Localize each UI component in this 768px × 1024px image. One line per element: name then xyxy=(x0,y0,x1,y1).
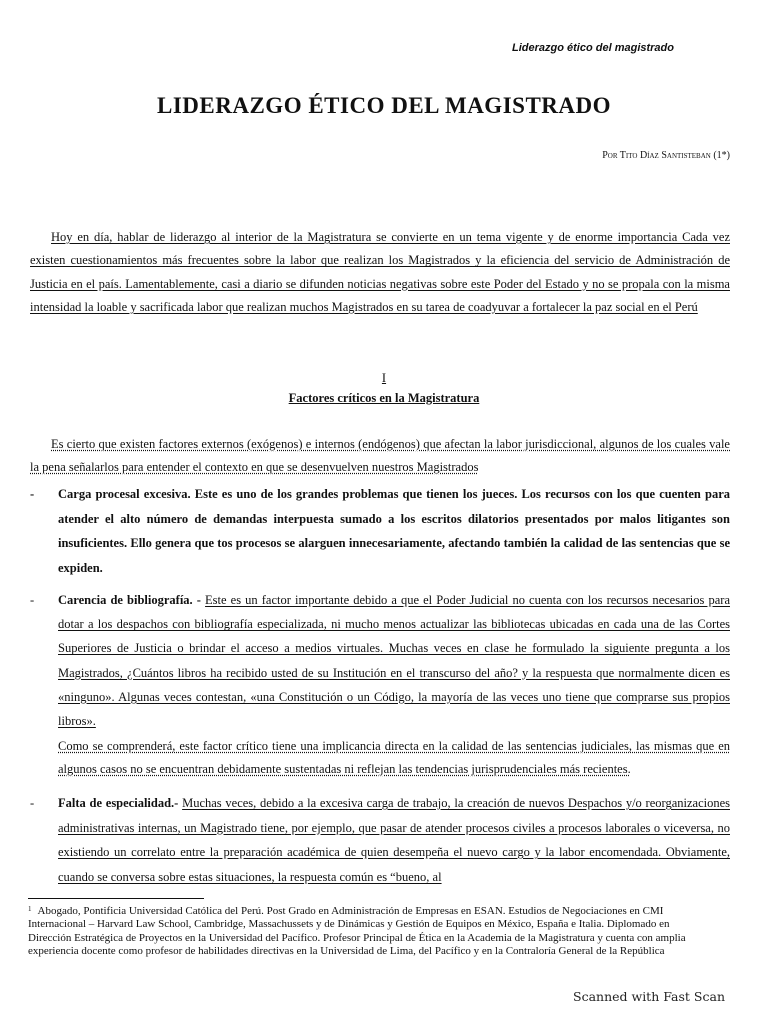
footnote xyxy=(28,903,708,959)
critical-factor-comment xyxy=(58,735,730,781)
bibliografia-heading: Carencia de bibliografía. - xyxy=(58,593,201,607)
intro-paragraph xyxy=(30,226,730,319)
list-bullet: - xyxy=(30,593,35,607)
list-item-carga-procesal xyxy=(30,482,730,580)
section-heading: Factores críticos en la Magistratura xyxy=(288,391,480,405)
section-number: I xyxy=(381,371,387,385)
list-item-bibliografia xyxy=(30,588,730,733)
especialidad-heading: Falta de especialidad.- xyxy=(58,796,179,810)
list-item-especialidad xyxy=(30,791,730,889)
scan-watermark: Scanned with Fast Scan xyxy=(573,989,725,1004)
carga-procesal-text: Carga procesal excesiva. Este es uno de los grandes problemas que tienen los jueces. Los recursos con los que cuenten para atender el alto número de demandas interpuesta sumado a los escritos dilatorios presentados por malos litigantes son insuficientes. Ello genera que tos procesos se alarguen innecesariamente, afectando también la calidad de las sentencias que se expiden. xyxy=(58,487,730,575)
bibliografia-text: Este es un factor importante debido a que el Poder Judicial no cuenta con los recursos necesarios para dotar a los despachos con bibliografía especializada, ni mucho menos actualizar las bibliotecas ubicadas en cada una de las Cortes Superiores de Justicia o brindar el acceso a medios virtuales. Muchas veces en clase he formulado la siguiente pregunta a los Magistrados, ¿Cuántos libros ha recibido usted de su Institución en el transcurso del año? y la respuesta que normalmente dicen es «ninguno». Algunas veces contestan, «una Constitución o un Código, la mayoría de las veces uno tiene que comprarse sus propios libros». xyxy=(58,593,730,729)
especialidad-text: Muchas veces, debido a la excesiva carga de trabajo, la creación de nuevos Despachos y/o reorganizaciones administrativas internas, un Magistrado tiene, por ejemplo, que pasar de atender procesos civiles a procesos laborales o viceversa, no existiendo un correlato entre la preparación académica de quien desempeña el nuevo cargo y la labor encomendada. Obviamente, cuando se conversa sobre estas situaciones, la respuesta común es “bueno, al xyxy=(58,796,730,884)
list-bullet: - xyxy=(30,487,35,501)
page-title: LIDERAZGO ÉTICO DEL MAGISTRADO xyxy=(157,93,611,118)
footnote-mark: 1 xyxy=(28,905,32,913)
lead-text: Es cierto que existen factores externos (exógenos) e internos (endógenos) que afectan la labor jurisdiccional, algunos de los cuales vale la pena señalarlos para entender el contexto en que se desenvuelven nuestros Magistrados xyxy=(30,437,730,474)
running-header: Liderazgo ético del magistrado xyxy=(512,42,674,54)
especialidad-paragraph xyxy=(58,791,730,889)
bibliografia-paragraph xyxy=(58,588,730,733)
list-bullet: - xyxy=(30,796,35,810)
comment-text: Como se comprenderá, este factor crítico tiene una implicancia directa en la calidad de las sentencias judiciales, las mismas que en algunos casos no se encuentran debidamente sustentadas ni reflejan las tendencias jurisprudenciales más recientes. xyxy=(58,739,730,776)
footnote-divider xyxy=(28,898,204,899)
intro-text: Hoy en día, hablar de liderazgo al interior de la Magistratura se convierte en un tema vigente y de enorme importancia Cada vez existen cuestionamientos más frecuentes sobre la labor que realizan los Magistrados y la eficiencia del servicio de Administración de Justicia en el país. Lamentablemente, casi a diario se difunden noticias negativas sobre este Poder del Estado y no se propala con la misma intensidad la loable y sacrificada labor que realizan muchos Magistrados en su tarea de coadyuvar a fortalecer la paz social en el Perú xyxy=(30,230,730,314)
author-byline: Por Tito Díaz Santisteban (1*) xyxy=(602,150,730,161)
lead-paragraph xyxy=(30,433,730,479)
footnote-text: Abogado, Pontificia Universidad Católica del Perú. Post Grado en Administración de Empresas en ESAN. Estudios de Negociaciones en CMI Internacional – Harvard Law School, Cambridge, Massachussets y de Dinámicas y Gestión de Equipos en México, España e Italia. Diplomado en Dirección Estratégica de Proyectos en la Universidad del Pacífico. Profesor Principal de Ética en la Academia de la Magistratura y cuenta con amplia experiencia docente como profesor de habilidades directivas en la Universidad de Lima, del Pacífico y en la Contraloría General de la República xyxy=(28,905,686,958)
